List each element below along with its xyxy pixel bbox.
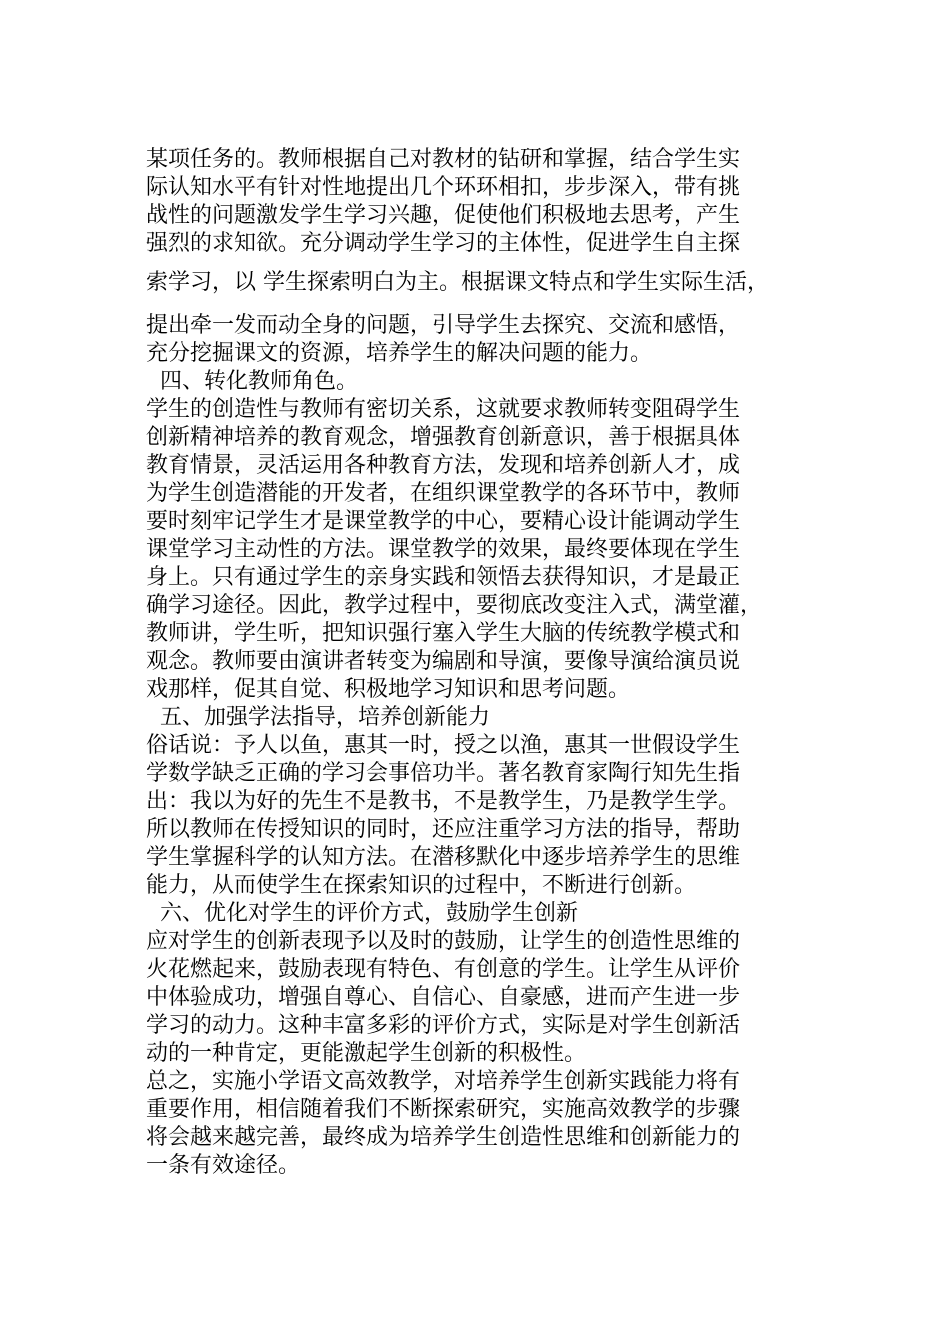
text-line: 索学习，以 学生探索明白为主。根据课文特点和学生实际生活， [146,270,769,295]
text-line: 动的一种肯定，更能激起学生创新的积极性。 [146,1041,587,1066]
text-line: 出：我以为好的先生不是教书，不是教学生，乃是教学生学。 [146,789,741,814]
text-line: 戏那样，促其自觉、积极地学习知识和思考问题。 [146,677,631,702]
text-line: 身上。只有通过学生的亲身实践和领悟去获得知识，才是最正 [146,565,741,590]
text-line: 观念。教师要由演讲者转变为编剧和导演，要像导演给演员说 [146,649,741,674]
text-line: 教师讲，学生听，把知识强行塞入学生大脑的传统教学模式和 [146,621,741,646]
text-line: 重要作用，相信随着我们不断探索研究，实施高效教学的步骤 [146,1097,741,1122]
text-line: 战性的问题激发学生学习兴趣，促使他们积极地去思考，产生 [146,203,741,228]
text-line: 一条有效途径。 [146,1153,301,1178]
text-line: 总之，实施小学语文高效教学，对培养学生创新实践能力将有 [146,1069,741,1094]
text-line: 中体验成功，增强自尊心、自信心、自豪感，进而产生进一步 [146,985,741,1010]
text-line: 学生的创造性与教师有密切关系，这就要求教师转变阻碍学生 [146,397,741,422]
section-heading-4: 四、转化教师角色。 [160,369,359,394]
text-line: 将会越来越完善，最终成为培养学生创造性思维和创新能力的 [146,1125,741,1150]
text-line: 强烈的求知欲。充分调动学生学习的主体性，促进学生自主探 [146,231,741,256]
text-line: 充分挖掘课文的资源，培养学生的解决问题的能力。 [146,341,653,366]
section-heading-5: 五、加强学法指导，培养创新能力 [160,705,491,730]
text-line: 学生掌握科学的认知方法。在潜移默化中逐步培养学生的思维 [146,845,741,870]
section-heading-6: 六、优化对学生的评价方式，鼓励学生创新 [160,901,579,926]
text-line: 要时刻牢记学生才是课堂教学的中心，要精心设计能调动学生 [146,509,741,534]
text-line: 学习的动力。这种丰富多彩的评价方式，实际是对学生创新活 [146,1013,741,1038]
text-line: 俗话说：予人以鱼，惠其一时，授之以渔，惠其一世假设学生 [146,733,741,758]
text-line: 提出牵一发而动全身的问题，引导学生去探究、交流和感悟， [146,313,741,338]
text-line: 为学生创造潜能的开发者，在组织课堂教学的各环节中，教师 [146,481,741,506]
text-line: 能力，从而使学生在探索知识的过程中，不断进行创新。 [146,873,697,898]
text-line: 教育情景，灵活运用各种教育方法，发现和培养创新人才，成 [146,453,741,478]
text-line: 应对学生的创新表现予以及时的鼓励，让学生的创造性思维的 [146,929,741,954]
text-line: 创新精神培养的教育观念，增强教育创新意识，善于根据具体 [146,425,741,450]
text-line: 某项任务的。教师根据自己对教材的钻研和掌握，结合学生实 [146,147,741,172]
text-line: 所以教师在传授知识的同时，还应注重学习方法的指导，帮助 [146,817,741,842]
text-line: 际认知水平有针对性地提出几个环环相扣，步步深入，带有挑 [146,175,741,200]
text-line: 确学习途径。因此，教学过程中，要彻底改变注入式，满堂灌， [146,593,763,618]
text-line: 火花燃起来，鼓励表现有特色、有创意的学生。让学生从评价 [146,957,741,982]
text-line: 课堂学习主动性的方法。课堂教学的效果，最终要体现在学生 [146,537,741,562]
text-line: 学数学缺乏正确的学习会事倍功半。著名教育家陶行知先生指 [146,761,741,786]
